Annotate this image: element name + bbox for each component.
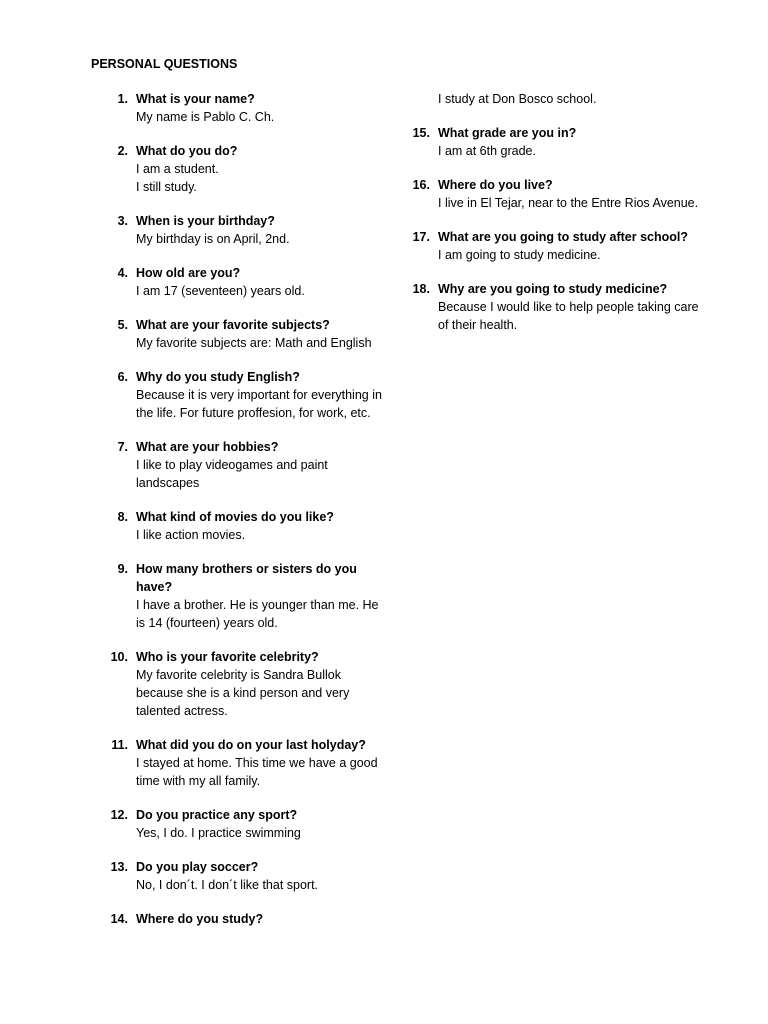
answer-text: I have a brother. He is younger than me. He is 14 (fourteen) years old. — [136, 598, 379, 630]
answer-text: My birthday is on April, 2nd. — [136, 232, 290, 246]
question-number: 10. — [110, 650, 128, 664]
answer-text: I am at 6th grade. — [438, 144, 536, 158]
question-item — [108, 560, 388, 632]
question-number: 17. — [412, 230, 430, 244]
question-number: 3. — [117, 214, 128, 228]
question-text: What kind of movies do you like? — [136, 510, 334, 524]
question-item — [410, 124, 700, 160]
right-column — [410, 90, 700, 334]
question-number: 4. — [117, 266, 128, 280]
question-number: 12. — [110, 808, 128, 822]
question-item — [410, 280, 700, 334]
answer-text: My name is Pablo C. Ch. — [136, 110, 275, 124]
question-item — [108, 648, 388, 720]
page-title: PERSONAL QUESTIONS — [91, 57, 238, 71]
question-item — [108, 212, 388, 248]
question-number: 13. — [110, 860, 128, 874]
question-text: When is your birthday? — [136, 214, 275, 228]
answer-text: I like action movies. — [136, 528, 246, 542]
answer-text: No, I don´t. I don´t like that sport. — [136, 878, 319, 892]
answer-text: Because it is very important for everything in the life. For future proffesion, for work, etc. — [136, 388, 382, 420]
question-text: What are you going to study after school? — [438, 230, 689, 244]
question-text: Why do you study English? — [136, 370, 300, 384]
question-text: What did you do on your last holyday? — [136, 738, 366, 752]
answer-text: My favorite celebrity is Sandra Bullok because she is a kind person and very talented actress. — [136, 668, 350, 718]
question-text: Where do you live? — [438, 178, 553, 192]
question-item — [410, 228, 700, 264]
question-text: Do you play soccer? — [136, 860, 259, 874]
question-item — [108, 142, 388, 196]
answer-text: I am 17 (seventeen) years old. — [136, 284, 305, 298]
answer-text: I stayed at home. This time we have a good time with my all family. — [136, 756, 378, 788]
question-text: Who is your favorite celebrity? — [136, 650, 319, 664]
question-text: What do you do? — [136, 144, 238, 158]
question-number: 7. — [117, 440, 128, 454]
question-item — [108, 90, 388, 126]
question-text: Where do you study? — [136, 912, 264, 926]
question-number: 5. — [117, 318, 128, 332]
question-item — [410, 176, 700, 212]
question-text: What are your hobbies? — [136, 440, 279, 454]
question-item — [108, 508, 388, 544]
answer-text: I live in El Tejar, near to the Entre Rios Avenue. — [438, 196, 699, 210]
answer-continuation: I study at Don Bosco school. — [438, 92, 597, 106]
left-column — [108, 90, 388, 928]
question-text: How many brothers or sisters do you have? — [136, 562, 357, 594]
answer-text: I still study. — [136, 180, 197, 194]
question-item — [108, 264, 388, 300]
answer-text: Yes, I do. I practice swimming — [136, 826, 301, 840]
question-item — [108, 806, 388, 842]
question-item — [108, 316, 388, 352]
question-item — [108, 438, 388, 492]
question-number: 15. — [412, 126, 430, 140]
question-item — [108, 368, 388, 422]
answer-text: I like to play videogames and paint landscapes — [136, 458, 328, 490]
question-number: 14. — [110, 912, 128, 926]
question-number: 1. — [117, 92, 128, 106]
question-text: Why are you going to study medicine? — [438, 282, 668, 296]
question-text: What are your favorite subjects? — [136, 318, 330, 332]
question-number: 9. — [117, 562, 128, 576]
question-text: What is your name? — [136, 92, 255, 106]
question-number: 8. — [117, 510, 128, 524]
answer-text: I am going to study medicine. — [438, 248, 601, 262]
question-text: Do you practice any sport? — [136, 808, 298, 822]
question-text: How old are you? — [136, 266, 241, 280]
question-number: 6. — [117, 370, 128, 384]
answer-text: Because I would like to help people taking care of their health. — [438, 300, 699, 332]
question-item — [108, 858, 388, 894]
question-number: 16. — [412, 178, 430, 192]
question-number: 11. — [111, 738, 128, 752]
question-item — [108, 736, 388, 790]
question-text: What grade are you in? — [438, 126, 577, 140]
answer-text: My favorite subjects are: Math and English — [136, 336, 372, 350]
question-number: 18. — [412, 282, 430, 296]
question-item — [108, 910, 388, 928]
answer-text: I am a student. — [136, 162, 219, 176]
question-number: 2. — [117, 144, 128, 158]
